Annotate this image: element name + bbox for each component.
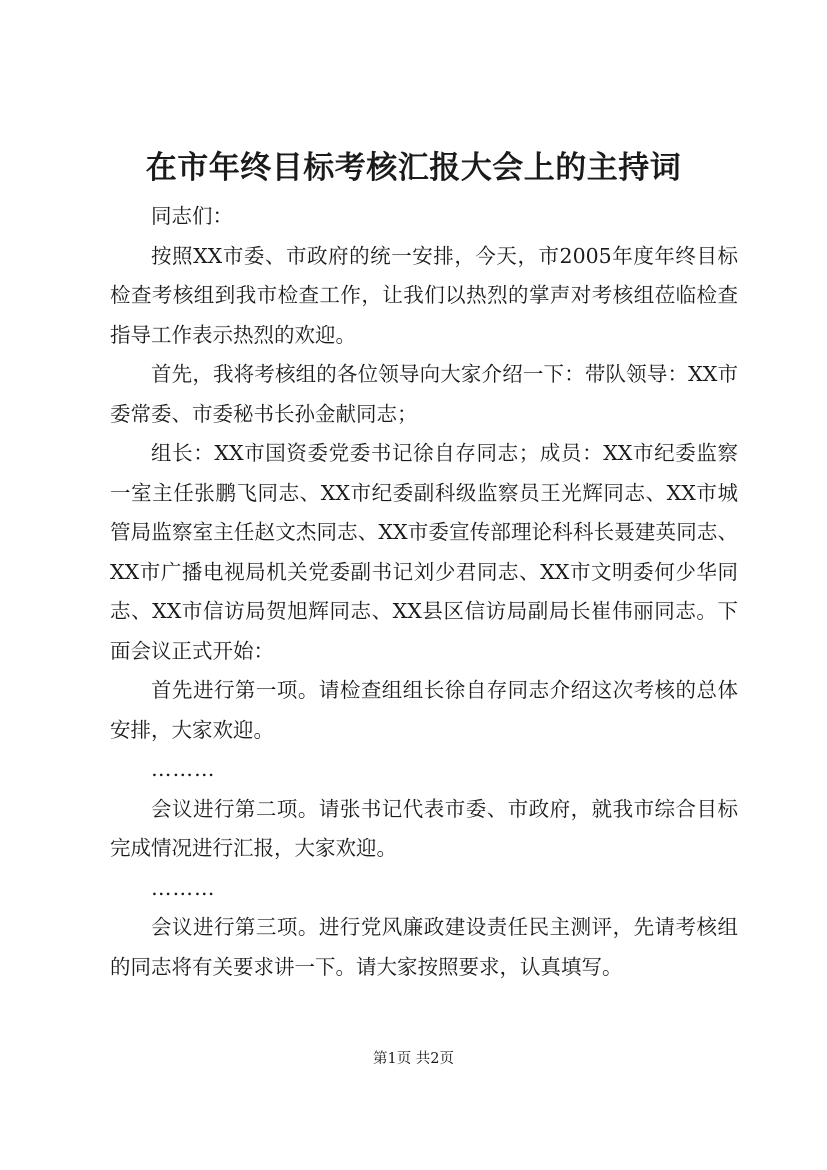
paragraph-item-one: 首先进行第一项。请检查组组长徐自存同志介绍这次考核的总体安排，大家欢迎。: [110, 678, 738, 742]
paragraph-ellipsis-two: ………: [151, 875, 216, 900]
paragraph-ellipsis-one: ………: [151, 757, 216, 781]
document-title: 在市年终目标考核汇报大会上的主持词: [145, 150, 682, 186]
paragraph-members: 组长：XX市国资委党委书记徐自存同志；成员：XX市纪委监察一室主任张鹏飞同志、XX市纪委副科级监察员王光辉同志、XX市城管局监察室主任赵文杰同志、XX市委宣传部理论科科长聂建英同志、XX市广播电视局机关党委副书记刘少君同志、XX市文明委何少华同志、XX市信访局贺旭辉同志、XX县区信访局副局长崔伟丽同志。下面会议正式开始：: [110, 441, 738, 663]
paragraph-item-two: 会议进行第二项。请张书记代表市委、市政府，就我市综合目标完成情况进行汇报，大家欢迎。: [110, 796, 738, 860]
document-body: [110, 197, 738, 987]
page-number-footer: 第1页 共2页: [372, 1051, 455, 1067]
paragraph-salutation: 同志们：: [151, 204, 233, 228]
paragraph-leader-intro: 首先，我将考核组的各位领导向大家介绍一下：带队领导：XX市委常委、市委秘书长孙金献同志；: [110, 362, 738, 426]
paragraph-item-three: 会议进行第三项。进行党风廉政建设责任民主测评，先请考核组的同志将有关要求讲一下。请大家按照要求，认真填写。: [110, 915, 738, 979]
paragraph-intro: 按照XX市委、市政府的统一安排，今天，市2005年度年终目标检查考核组到我市检查工作，让我们以热烈的掌声对考核组莅临检查指导工作表示热烈的欢迎。: [110, 243, 738, 347]
